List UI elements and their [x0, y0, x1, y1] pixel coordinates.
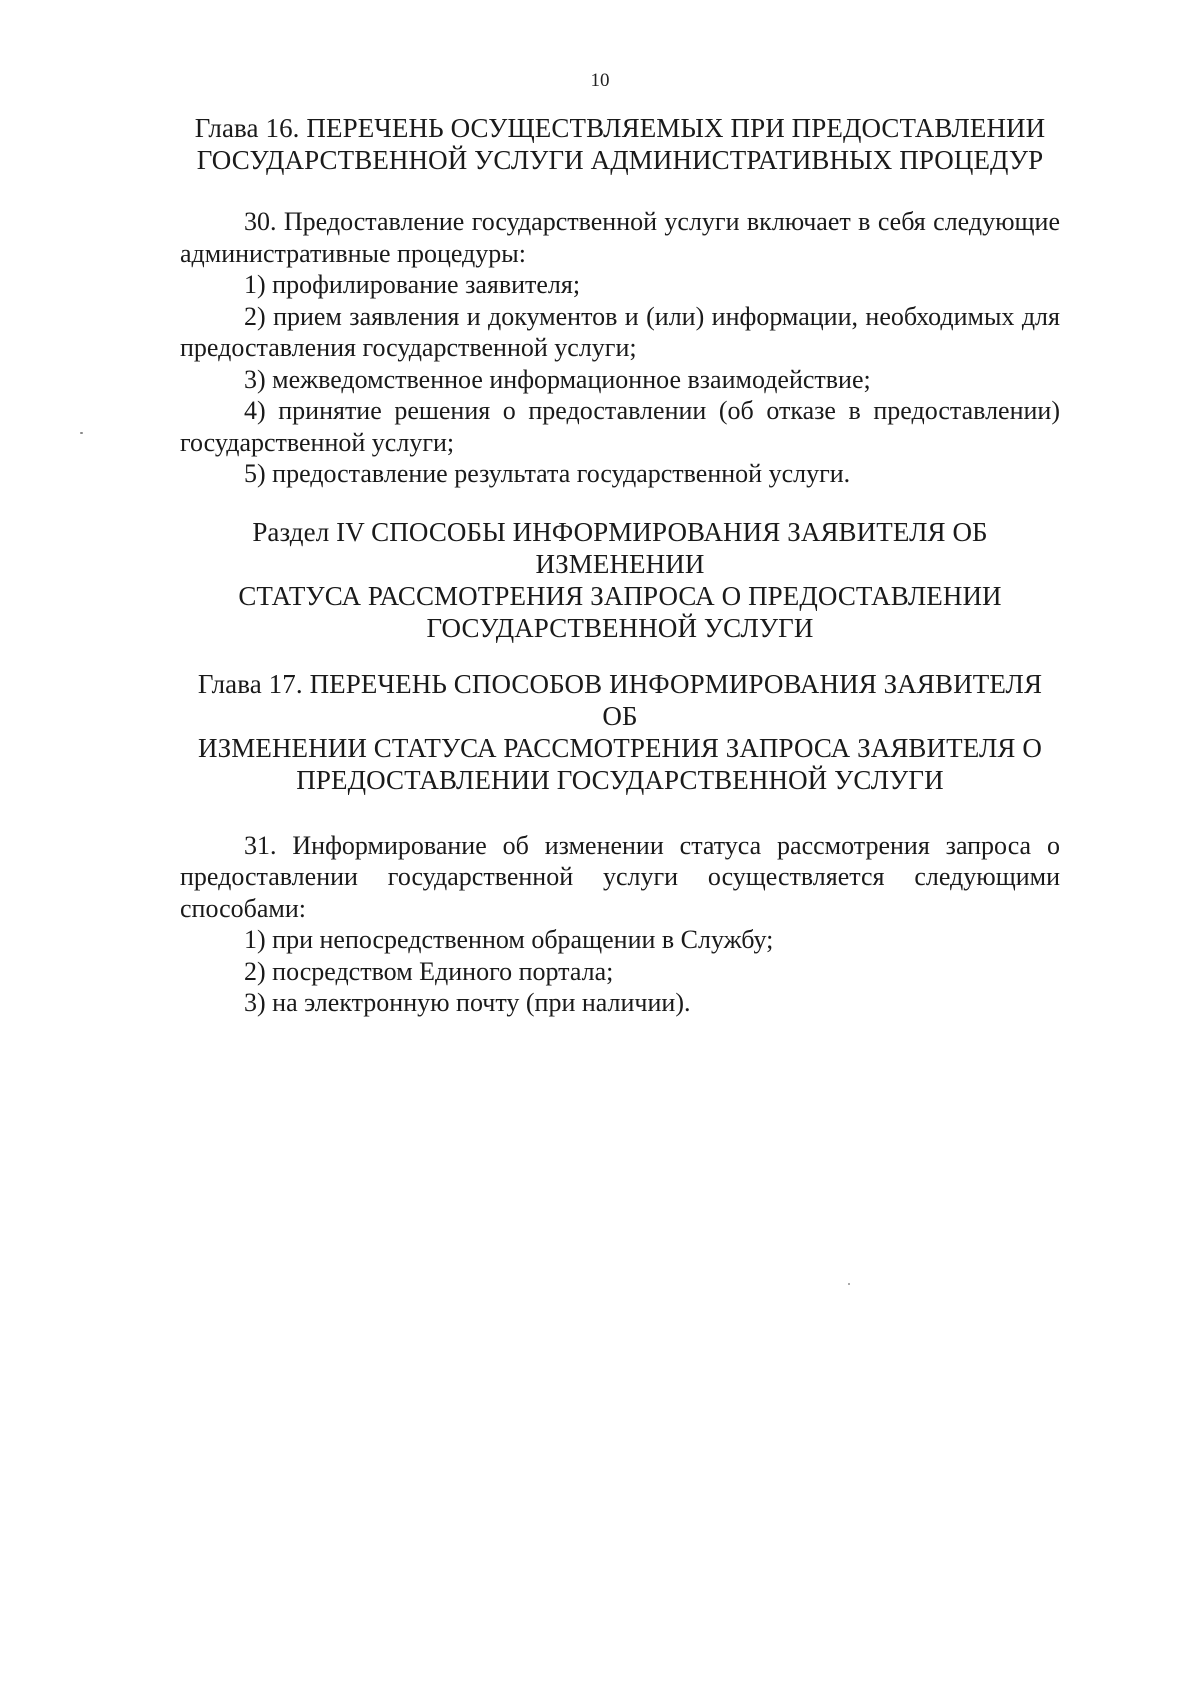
chapter-17-heading [180, 668, 1060, 796]
chapter-17-heading-line: ИЗМЕНЕНИИ СТАТУСА РАССМОТРЕНИЯ ЗАПРОСА ЗАЯВИТЕЛЯ О [198, 732, 1042, 763]
chapter-17-heading-line: Глава 17. ПЕРЕЧЕНЬ СПОСОБОВ ИНФОРМИРОВАНИЯ ЗАЯВИТЕЛЯ ОБ [197, 668, 1043, 731]
list-item: 3) на электронную почту (при наличии). [244, 988, 691, 1017]
list-item: 2) прием заявления и документов и (или) информации, необходимых для предоставления государственной услуги; [180, 301, 1060, 362]
list-item: 4) принятие решения о предоставлении (об отказе в предоставлении) государственной услуги; [180, 396, 1060, 457]
list-item: 2) посредством Единого портала; [244, 956, 614, 986]
paragraph-31: 31. Информирование об изменении статуса рассмотрения запроса о предоставлении государственной услуги осуществляется следующими способами: [180, 830, 1060, 923]
paragraph-30: 30. Предоставление государственной услуги включает в себя следующие административные процедуры: [180, 207, 1060, 268]
document-body [180, 112, 1060, 1019]
section-4-heading-line: СТАТУСА РАССМОТРЕНИЯ ЗАПРОСА О ПРЕДОСТАВЛЕНИИ [238, 580, 1002, 611]
chapter-17-heading-line: ПРЕДОСТАВЛЕНИИ ГОСУДАРСТВЕННОЙ УСЛУГИ [296, 764, 944, 795]
list-item: 3) межведомственное информационное взаимодействие; [244, 364, 871, 394]
scan-speck [848, 1283, 850, 1285]
scan-speck [80, 432, 83, 434]
section-4-heading-line: ГОСУДАРСТВЕННОЙ УСЛУГИ [426, 612, 814, 643]
list-item: 1) при непосредственном обращении в Службу; [244, 925, 774, 954]
chapter-16-heading [180, 112, 1060, 176]
chapter-16-heading-line: ГОСУДАРСТВЕННОЙ УСЛУГИ АДМИНИСТРАТИВНЫХ ПРОЦЕДУР [196, 145, 1044, 175]
page-number: 10 [590, 70, 610, 91]
list-item: 1) профилирование заявителя; [244, 270, 581, 299]
list-item: 5) предоставление результата государственной услуги. [244, 459, 851, 488]
chapter-16-heading-line: Глава 16. ПЕРЕЧЕНЬ ОСУЩЕСТВЛЯЕМЫХ ПРИ ПРЕДОСТАВЛЕНИИ [194, 113, 1046, 143]
section-4-heading [180, 516, 1060, 644]
section-4-heading-line: Раздел IV СПОСОБЫ ИНФОРМИРОВАНИЯ ЗАЯВИТЕЛЯ ОБ ИЗМЕНЕНИИ [252, 516, 988, 579]
